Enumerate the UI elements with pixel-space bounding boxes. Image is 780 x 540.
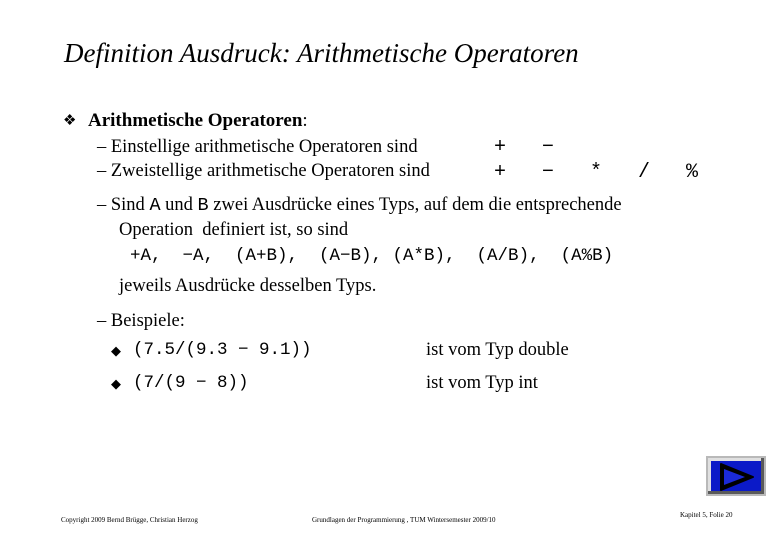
example-type: ist vom Typ int [426,373,538,393]
examples-label: Beispiele: [110,311,185,331]
dash-icon: – [97,161,107,181]
expr-b: B [197,195,209,216]
play-triangle-icon [719,462,755,492]
footer-slide-number: Kapitel 5, Folie 20 [680,511,733,519]
footer-copyright: Copyright 2009 Bernd Brügge, Christian Herzog [61,516,198,524]
main-bullet-icon: ❖ [63,113,77,129]
heading-suffix: : [302,110,308,131]
example-code: (7/(9 − 8)) [133,373,249,393]
example-code: (7.5/(9.3 − 9.1)) [133,340,312,360]
definition-line-2: Operation definiert ist, so sind [119,220,349,240]
expr-a: A [149,195,161,216]
definition-part1: Sind [110,195,150,215]
diamond-bullet-icon: ◆ [111,376,121,391]
binary-line [97,161,430,182]
definition-line-1 [97,195,622,216]
example-type: ist vom Typ double [426,340,569,360]
definition-part3: zwei Ausdrücke eines Typs, auf dem die entsprechende [208,195,622,215]
footer-course: Grundlagen der Programmierung , TUM Wintersemester 2009/10 [312,516,496,524]
heading-bold: Arithmetische Operatoren [88,110,303,131]
binary-operators: + − * / % [494,161,699,184]
unary-line [97,137,418,158]
definition-part2: und [160,195,198,215]
next-slide-button[interactable] [706,456,766,496]
section-heading [88,110,308,132]
dash-icon: – [97,195,107,215]
diamond-bullet-icon: ◆ [111,343,121,358]
dash-icon: – [97,311,107,331]
slide-title: Definition Ausdruck: Arithmetische Operatoren [64,38,579,68]
unary-operators: + − [494,136,555,159]
examples-label-line [97,311,185,332]
binary-text: Zweistellige arithmetische Operatoren sind [110,161,430,181]
definition-expressions: +A, −A, (A+B), (A−B), (A*B), (A/B), (A%B) [130,246,614,266]
dash-icon: – [97,137,107,157]
unary-text: Einstellige arithmetische Operatoren sind [110,137,418,157]
definition-line-4: jeweils Ausdrücke desselben Typs. [119,276,377,296]
